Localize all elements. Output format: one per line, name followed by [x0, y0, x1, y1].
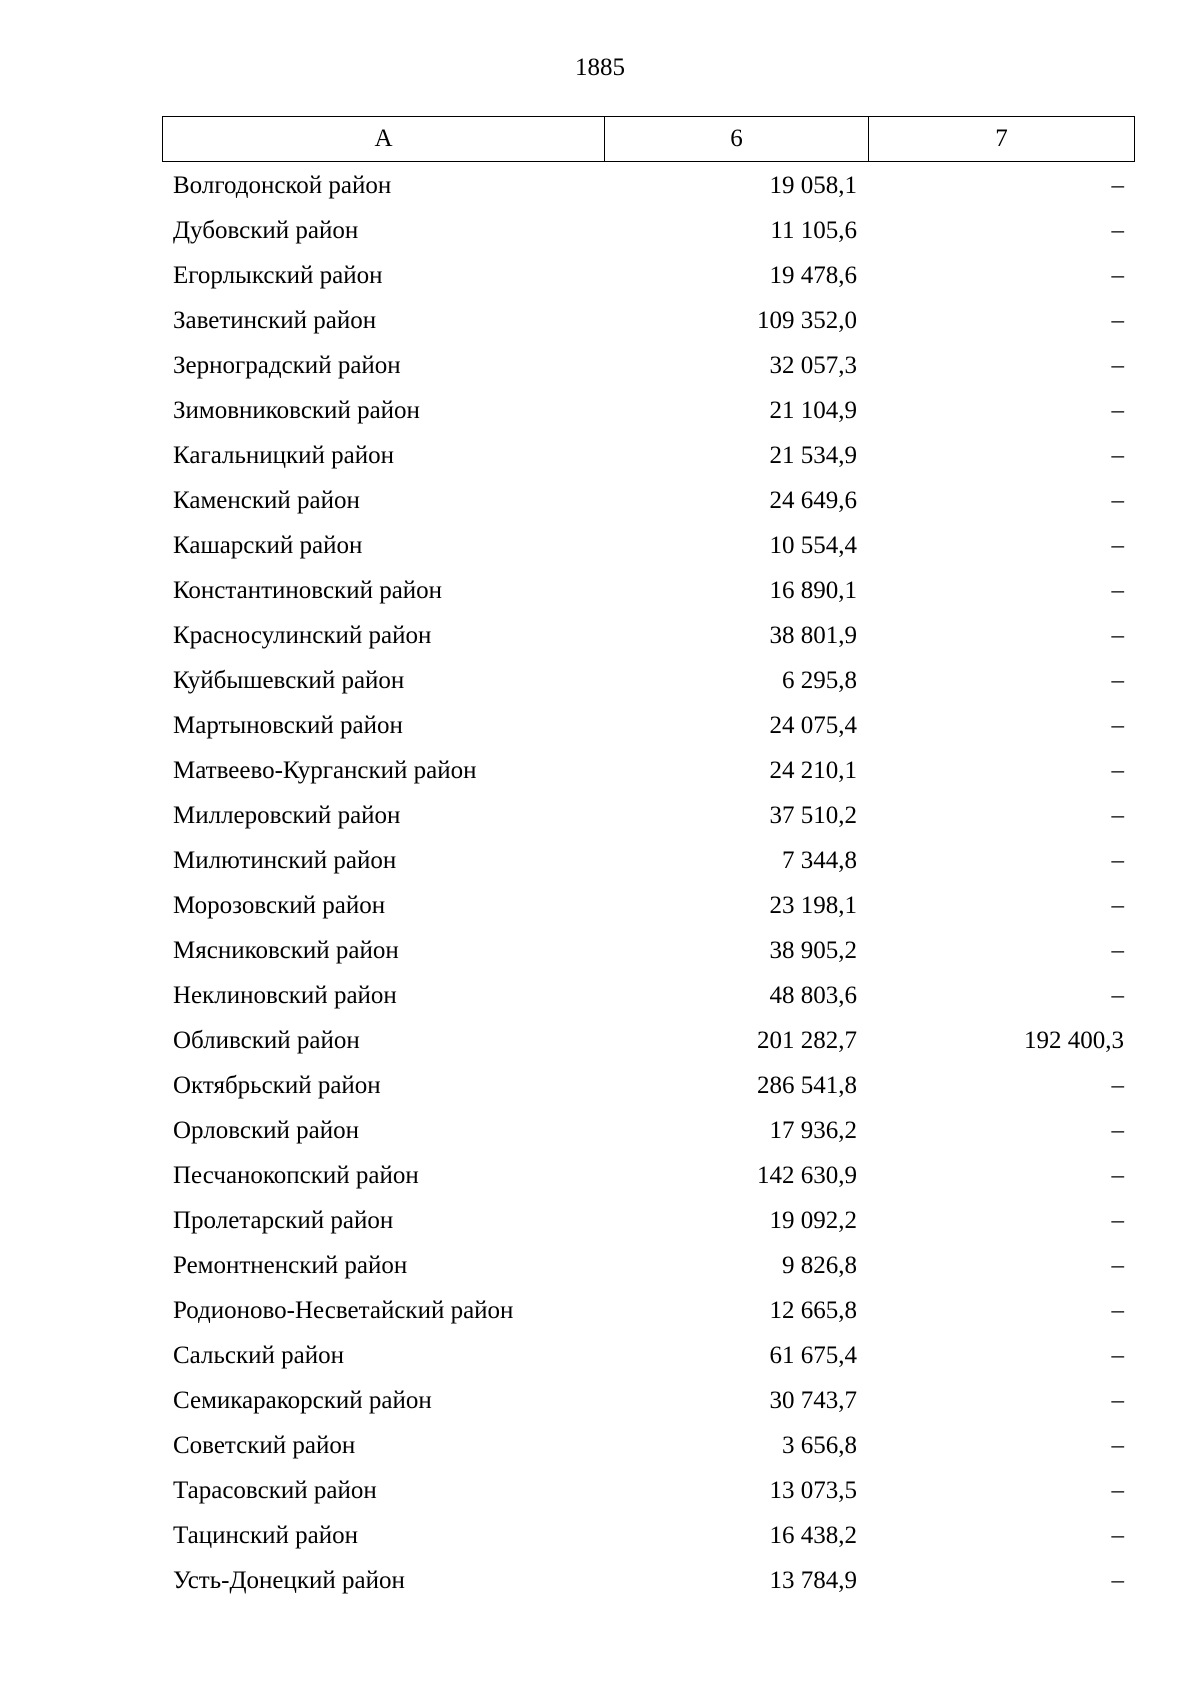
column-7-value-cell: 192 400,3: [1024, 1026, 1124, 1054]
column-6-value-cell: 17 936,2: [769, 1116, 857, 1144]
column-7-value-cell: –: [1111, 891, 1124, 919]
district-name-cell: Каменский район: [173, 486, 360, 514]
column-6-value-cell: 142 630,9: [757, 1161, 857, 1189]
column-6-value-cell: 30 743,7: [769, 1386, 857, 1414]
district-name-cell: Обливский район: [173, 1026, 360, 1054]
column-6-value-cell: 19 092,2: [769, 1206, 857, 1234]
column-6-value-cell: 10 554,4: [769, 531, 857, 559]
district-name-cell: Неклиновский район: [173, 981, 397, 1009]
table-row: [162, 1423, 1135, 1468]
column-7-value-cell: –: [1111, 1206, 1124, 1234]
column-7-value-cell: –: [1111, 216, 1124, 244]
data-table: [162, 116, 1135, 1603]
table-row: [162, 838, 1135, 883]
page-number: 1885: [575, 54, 625, 81]
district-name-cell: Родионово-Несветайский район: [173, 1296, 514, 1324]
column-6-value-cell: 16 438,2: [769, 1521, 857, 1549]
district-name-cell: Тарасовский район: [173, 1476, 377, 1504]
district-name-cell: Красносулинский район: [173, 621, 432, 649]
column-7-value-cell: –: [1111, 1386, 1124, 1414]
table-row: [162, 1288, 1135, 1333]
table-row: [162, 1108, 1135, 1153]
table-row: [162, 253, 1135, 298]
column-7-value-cell: –: [1111, 981, 1124, 1009]
district-name-cell: Морозовский район: [173, 891, 386, 919]
district-name-cell: Мартыновский район: [173, 711, 403, 739]
column-6-value-cell: 286 541,8: [757, 1071, 857, 1099]
column-7-value-cell: –: [1111, 441, 1124, 469]
column-7-value-cell: –: [1111, 396, 1124, 424]
district-name-cell: Пролетарский район: [173, 1206, 394, 1234]
district-name-cell: Зерноградский район: [173, 351, 401, 379]
column-6-value-cell: 6 295,8: [782, 666, 857, 694]
district-name-cell: Семикаракорский район: [173, 1386, 432, 1414]
table-row: [162, 883, 1135, 928]
table-row: [162, 1243, 1135, 1288]
column-7-value-cell: –: [1111, 1161, 1124, 1189]
table-row: [162, 1153, 1135, 1198]
district-name-cell: Егорлыкский район: [173, 261, 383, 289]
table-row: [162, 523, 1135, 568]
column-7-value-cell: –: [1111, 801, 1124, 829]
district-name-cell: Ремонтненский район: [173, 1251, 408, 1279]
table-row: [162, 1333, 1135, 1378]
header-cell-7: 7: [995, 125, 1008, 152]
district-name-cell: Милютинский район: [173, 846, 397, 874]
column-6-value-cell: 32 057,3: [769, 351, 857, 379]
column-7-value-cell: –: [1111, 306, 1124, 334]
district-name-cell: Волгодонской район: [173, 171, 392, 199]
table-row: [162, 748, 1135, 793]
table-row: [162, 1063, 1135, 1108]
district-name-cell: Усть-Донецкий район: [173, 1566, 405, 1594]
column-7-value-cell: –: [1111, 486, 1124, 514]
column-6-value-cell: 13 784,9: [769, 1566, 857, 1594]
table-row: [162, 1378, 1135, 1423]
table-row: [162, 478, 1135, 523]
column-7-value-cell: –: [1111, 351, 1124, 379]
district-name-cell: Песчанокопский район: [173, 1161, 419, 1189]
column-6-value-cell: 19 058,1: [769, 171, 857, 199]
table-row: [162, 1198, 1135, 1243]
district-name-cell: Кагальницкий район: [173, 441, 395, 469]
district-name-cell: Константиновский район: [173, 576, 443, 604]
district-name-cell: Кашарский район: [173, 531, 363, 559]
column-6-value-cell: 109 352,0: [757, 306, 857, 334]
table-row: [162, 568, 1135, 613]
column-6-value-cell: 11 105,6: [770, 216, 857, 244]
district-name-cell: Заветинский район: [173, 306, 377, 334]
column-7-value-cell: –: [1111, 531, 1124, 559]
district-name-cell: Зимовниковский район: [173, 396, 420, 424]
column-7-value-cell: –: [1111, 261, 1124, 289]
table-row: [162, 703, 1135, 748]
table-row: [162, 433, 1135, 478]
column-6-value-cell: 61 675,4: [769, 1341, 857, 1369]
column-6-value-cell: 21 104,9: [769, 396, 857, 424]
column-7-value-cell: –: [1111, 1566, 1124, 1594]
table-row: [162, 163, 1135, 208]
table-row: [162, 298, 1135, 343]
column-6-value-cell: 12 665,8: [769, 1296, 857, 1324]
column-7-value-cell: –: [1111, 1251, 1124, 1279]
table-row: [162, 208, 1135, 253]
column-7-value-cell: –: [1111, 1116, 1124, 1144]
column-6-value-cell: 24 075,4: [769, 711, 857, 739]
table-row: [162, 343, 1135, 388]
table-row: [162, 1513, 1135, 1558]
header-cell-6: 6: [605, 117, 869, 161]
table-row: [162, 1558, 1135, 1603]
column-7-value-cell: –: [1111, 666, 1124, 694]
table-row: [162, 388, 1135, 433]
column-7-value-cell: –: [1111, 1296, 1124, 1324]
column-7-value-cell: –: [1111, 576, 1124, 604]
column-6-value-cell: 38 905,2: [769, 936, 857, 964]
column-6-value-cell: 21 534,9: [769, 441, 857, 469]
header-cell-a: А: [163, 117, 605, 161]
column-6-value-cell: 37 510,2: [769, 801, 857, 829]
column-6-value-cell: 9 826,8: [782, 1251, 857, 1279]
table-row: [162, 1468, 1135, 1513]
column-7-value-cell: –: [1111, 1431, 1124, 1459]
district-name-cell: Тацинский район: [173, 1521, 358, 1549]
table-row: [162, 658, 1135, 703]
column-6-value-cell: 201 282,7: [757, 1026, 857, 1054]
district-name-cell: Дубовский район: [173, 216, 359, 244]
column-6-value-cell: 19 478,6: [769, 261, 857, 289]
column-6-value-cell: 3 656,8: [782, 1431, 857, 1459]
column-7-value-cell: –: [1111, 1521, 1124, 1549]
column-7-value-cell: –: [1111, 621, 1124, 649]
column-7-value-cell: –: [1111, 711, 1124, 739]
district-name-cell: Миллеровский район: [173, 801, 401, 829]
table-body: [162, 162, 1135, 1603]
table-row: [162, 793, 1135, 838]
table-row: [162, 928, 1135, 973]
column-6-value-cell: 24 210,1: [769, 756, 857, 784]
column-7-value-cell: –: [1111, 1341, 1124, 1369]
column-7-value-cell: –: [1111, 1476, 1124, 1504]
column-7-value-cell: –: [1111, 171, 1124, 199]
district-name-cell: Куйбышевский район: [173, 666, 405, 694]
column-7-value-cell: –: [1111, 936, 1124, 964]
column-6-value-cell: 13 073,5: [769, 1476, 857, 1504]
column-7-value-cell: –: [1111, 756, 1124, 784]
district-name-cell: Матвеево-Курганский район: [173, 756, 477, 784]
district-name-cell: Советский район: [173, 1431, 356, 1459]
column-6-value-cell: 38 801,9: [769, 621, 857, 649]
column-6-value-cell: 16 890,1: [769, 576, 857, 604]
column-7-value-cell: –: [1111, 1071, 1124, 1099]
table-row: [162, 613, 1135, 658]
district-name-cell: Сальский район: [173, 1341, 344, 1369]
table-header: [162, 116, 1135, 162]
district-name-cell: Мясниковский район: [173, 936, 399, 964]
column-6-value-cell: 7 344,8: [782, 846, 857, 874]
column-6-value-cell: 48 803,6: [769, 981, 857, 1009]
column-7-value-cell: –: [1111, 846, 1124, 874]
table-row: [162, 1018, 1135, 1063]
table-row: [162, 973, 1135, 1018]
district-name-cell: Орловский район: [173, 1116, 359, 1144]
column-6-value-cell: 24 649,6: [769, 486, 857, 514]
column-6-value-cell: 23 198,1: [769, 891, 857, 919]
district-name-cell: Октябрьский район: [173, 1071, 381, 1099]
